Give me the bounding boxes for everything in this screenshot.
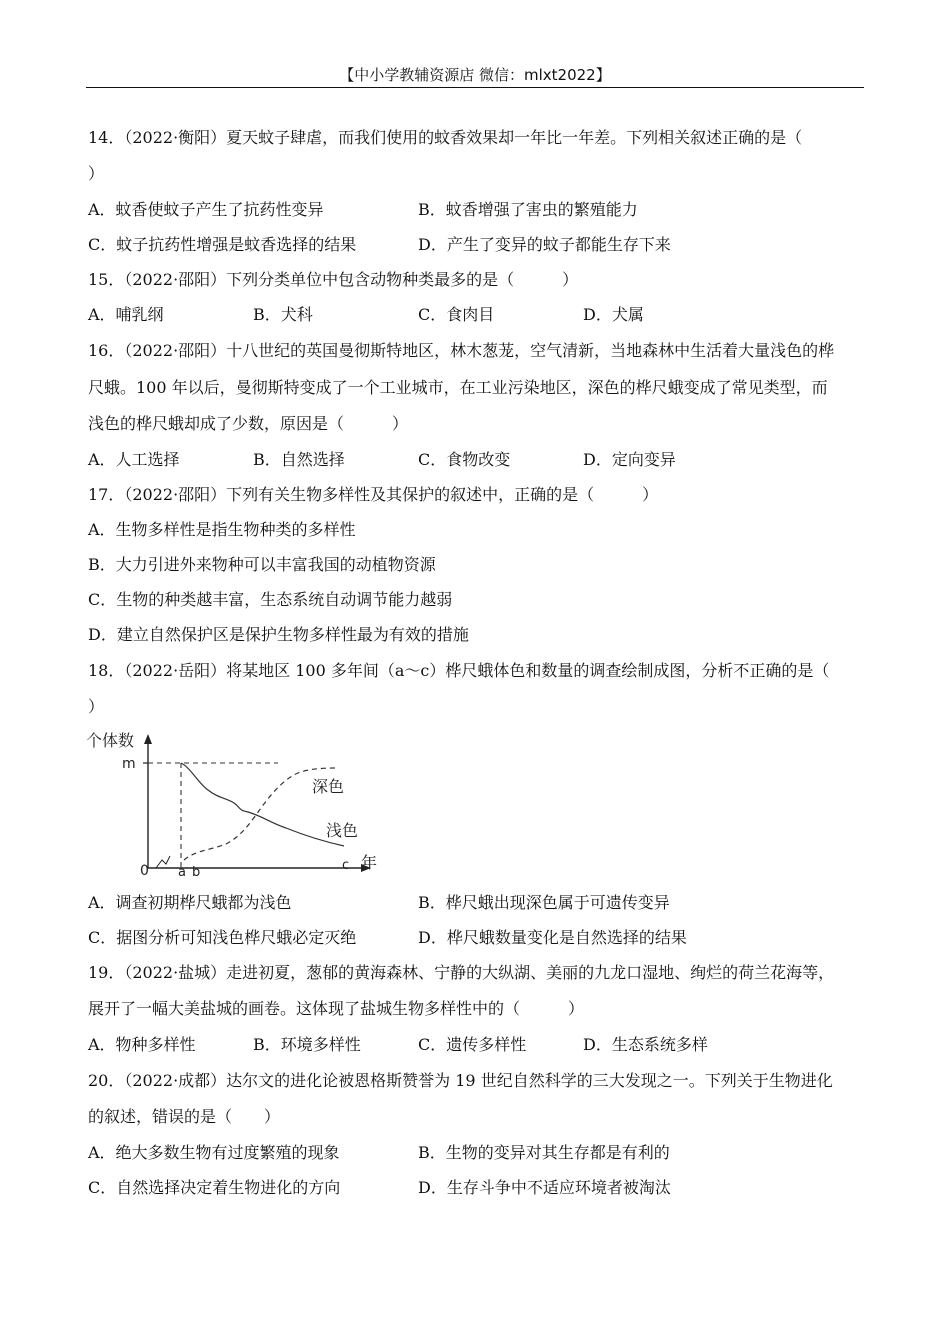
question-stem-line: 的叙述，错误的是（ ） [88, 1107, 281, 1126]
option-c: C．生物的种类越丰富，生态系统自动调节能力越弱 [88, 590, 453, 609]
origin-label: 0 [140, 863, 149, 878]
option-d: D．生存斗争中不适应环境者被淘汰 [418, 1178, 671, 1197]
question-stem-line: 展开了一幅大美盐城的画卷。这体现了盐城生物多样性中的（ ） [88, 999, 585, 1018]
option-d: D．产生了变异的蚊子都能生存下来 [418, 235, 671, 254]
question-stem-line: 19．（2022·盐城）走进初夏，葱郁的黄海森林、宁静的大纵湖、美丽的九龙口湿地、绚烂的荷兰花海等， [88, 963, 835, 982]
option-a: A．物种多样性 [88, 1035, 196, 1054]
axis-break-mark [156, 856, 170, 868]
option-d: D．建立自然保护区是保护生物多样性最为有效的措施 [88, 625, 469, 644]
question-stem-line: ） [88, 164, 105, 183]
question-stem-line: 18．（2022·岳阳）将某地区 100 多年间（a～c）桦尺蛾体色和数量的调查绘制成图，分析不正确的是（ [88, 661, 830, 680]
option-d: D．犬属 [583, 305, 644, 324]
option-c: C．食肉目 [418, 305, 495, 324]
question-stem-line: 14．（2022·衡阳）夏天蚊子肆虐，而我们使用的蚊香效果却一年比一年差。下列相关叙述正确的是（ [88, 128, 803, 147]
question-stem-line: 17．（2022·邵阳）下列有关生物多样性及其保护的叙述中，正确的是（ ） [88, 485, 659, 504]
option-b: B．生物的变异对其生存都是有利的 [418, 1143, 670, 1162]
question-stem-line: 15．（2022·邵阳）下列分类单位中包含动物种类最多的是（ ） [88, 270, 579, 289]
light-moth-curve [181, 763, 344, 846]
light-series-label: 浅色 [326, 821, 359, 840]
y-axis-arrow-icon [144, 734, 152, 744]
option-c: C．自然选择决定着生物进化的方向 [88, 1178, 341, 1197]
option-c: C．据图分析可知浅色桦尺蛾必定灭绝 [88, 928, 357, 947]
moth-population-figure [86, 728, 386, 878]
option-a: A．调查初期桦尺蛾都为浅色 [88, 893, 292, 912]
x-axis-label: 年 [361, 853, 378, 872]
dark-series-label: 深色 [312, 777, 345, 796]
option-a: A．绝大多数生物有过度繁殖的现象 [88, 1143, 340, 1162]
page-header: 【中小学教辅资源店 微信：mlxt2022】 [339, 66, 611, 84]
option-b: B．蚊香增强了害虫的繁殖能力 [418, 200, 638, 219]
question-stem-line: 16．（2022·邵阳）十八世纪的英国曼彻斯特地区，林木葱茏，空气清新，当地森林中生活着大量浅色的桦 [88, 341, 835, 360]
question-stem-line: 尺蛾。100 年以后，曼彻斯特变成了一个工业城市，在工业污染地区，深色的桦尺蛾变成了常见类型，而 [88, 378, 828, 397]
y-tick-m: m [122, 756, 136, 772]
option-b: B．环境多样性 [253, 1035, 361, 1054]
question-stem-line: ） [88, 697, 105, 716]
option-a: A．蚊香使蚊子产生了抗药性变异 [88, 200, 324, 219]
option-b: B．桦尺蛾出现深色属于可遗传变异 [418, 893, 670, 912]
option-b: B．犬科 [253, 305, 313, 324]
option-c: C．蚊子抗药性增强是蚊香选择的结果 [88, 235, 357, 254]
x-tick-b: b [192, 865, 201, 878]
option-a: A．人工选择 [88, 450, 180, 469]
x-tick-a: a [178, 865, 186, 878]
x-tick-c: c [342, 858, 350, 873]
option-d: D．桦尺蛾数量变化是自然选择的结果 [418, 928, 687, 947]
question-stem-line: 浅色的桦尺蛾却成了少数，原因是（ ） [88, 414, 409, 433]
option-a: A．生物多样性是指生物种类的多样性 [88, 520, 356, 539]
y-axis-label: 个体数 [86, 731, 135, 750]
question-stem-line: 20．（2022·成都）达尔文的进化论被恩格斯赞誉为 19 世纪自然科学的三大发现之一。下列关于生物进化 [88, 1071, 833, 1090]
option-c: C．食物改变 [418, 450, 511, 469]
option-d: D．生态系统多样 [583, 1035, 708, 1054]
option-b: B．自然选择 [253, 450, 345, 469]
option-d: D．定向变异 [583, 450, 676, 469]
option-b: B．大力引进外来物种可以丰富我国的动植物资源 [88, 555, 436, 574]
header-divider [86, 87, 864, 88]
option-c: C．遗传多样性 [418, 1035, 527, 1054]
option-a: A．哺乳纲 [88, 305, 164, 324]
